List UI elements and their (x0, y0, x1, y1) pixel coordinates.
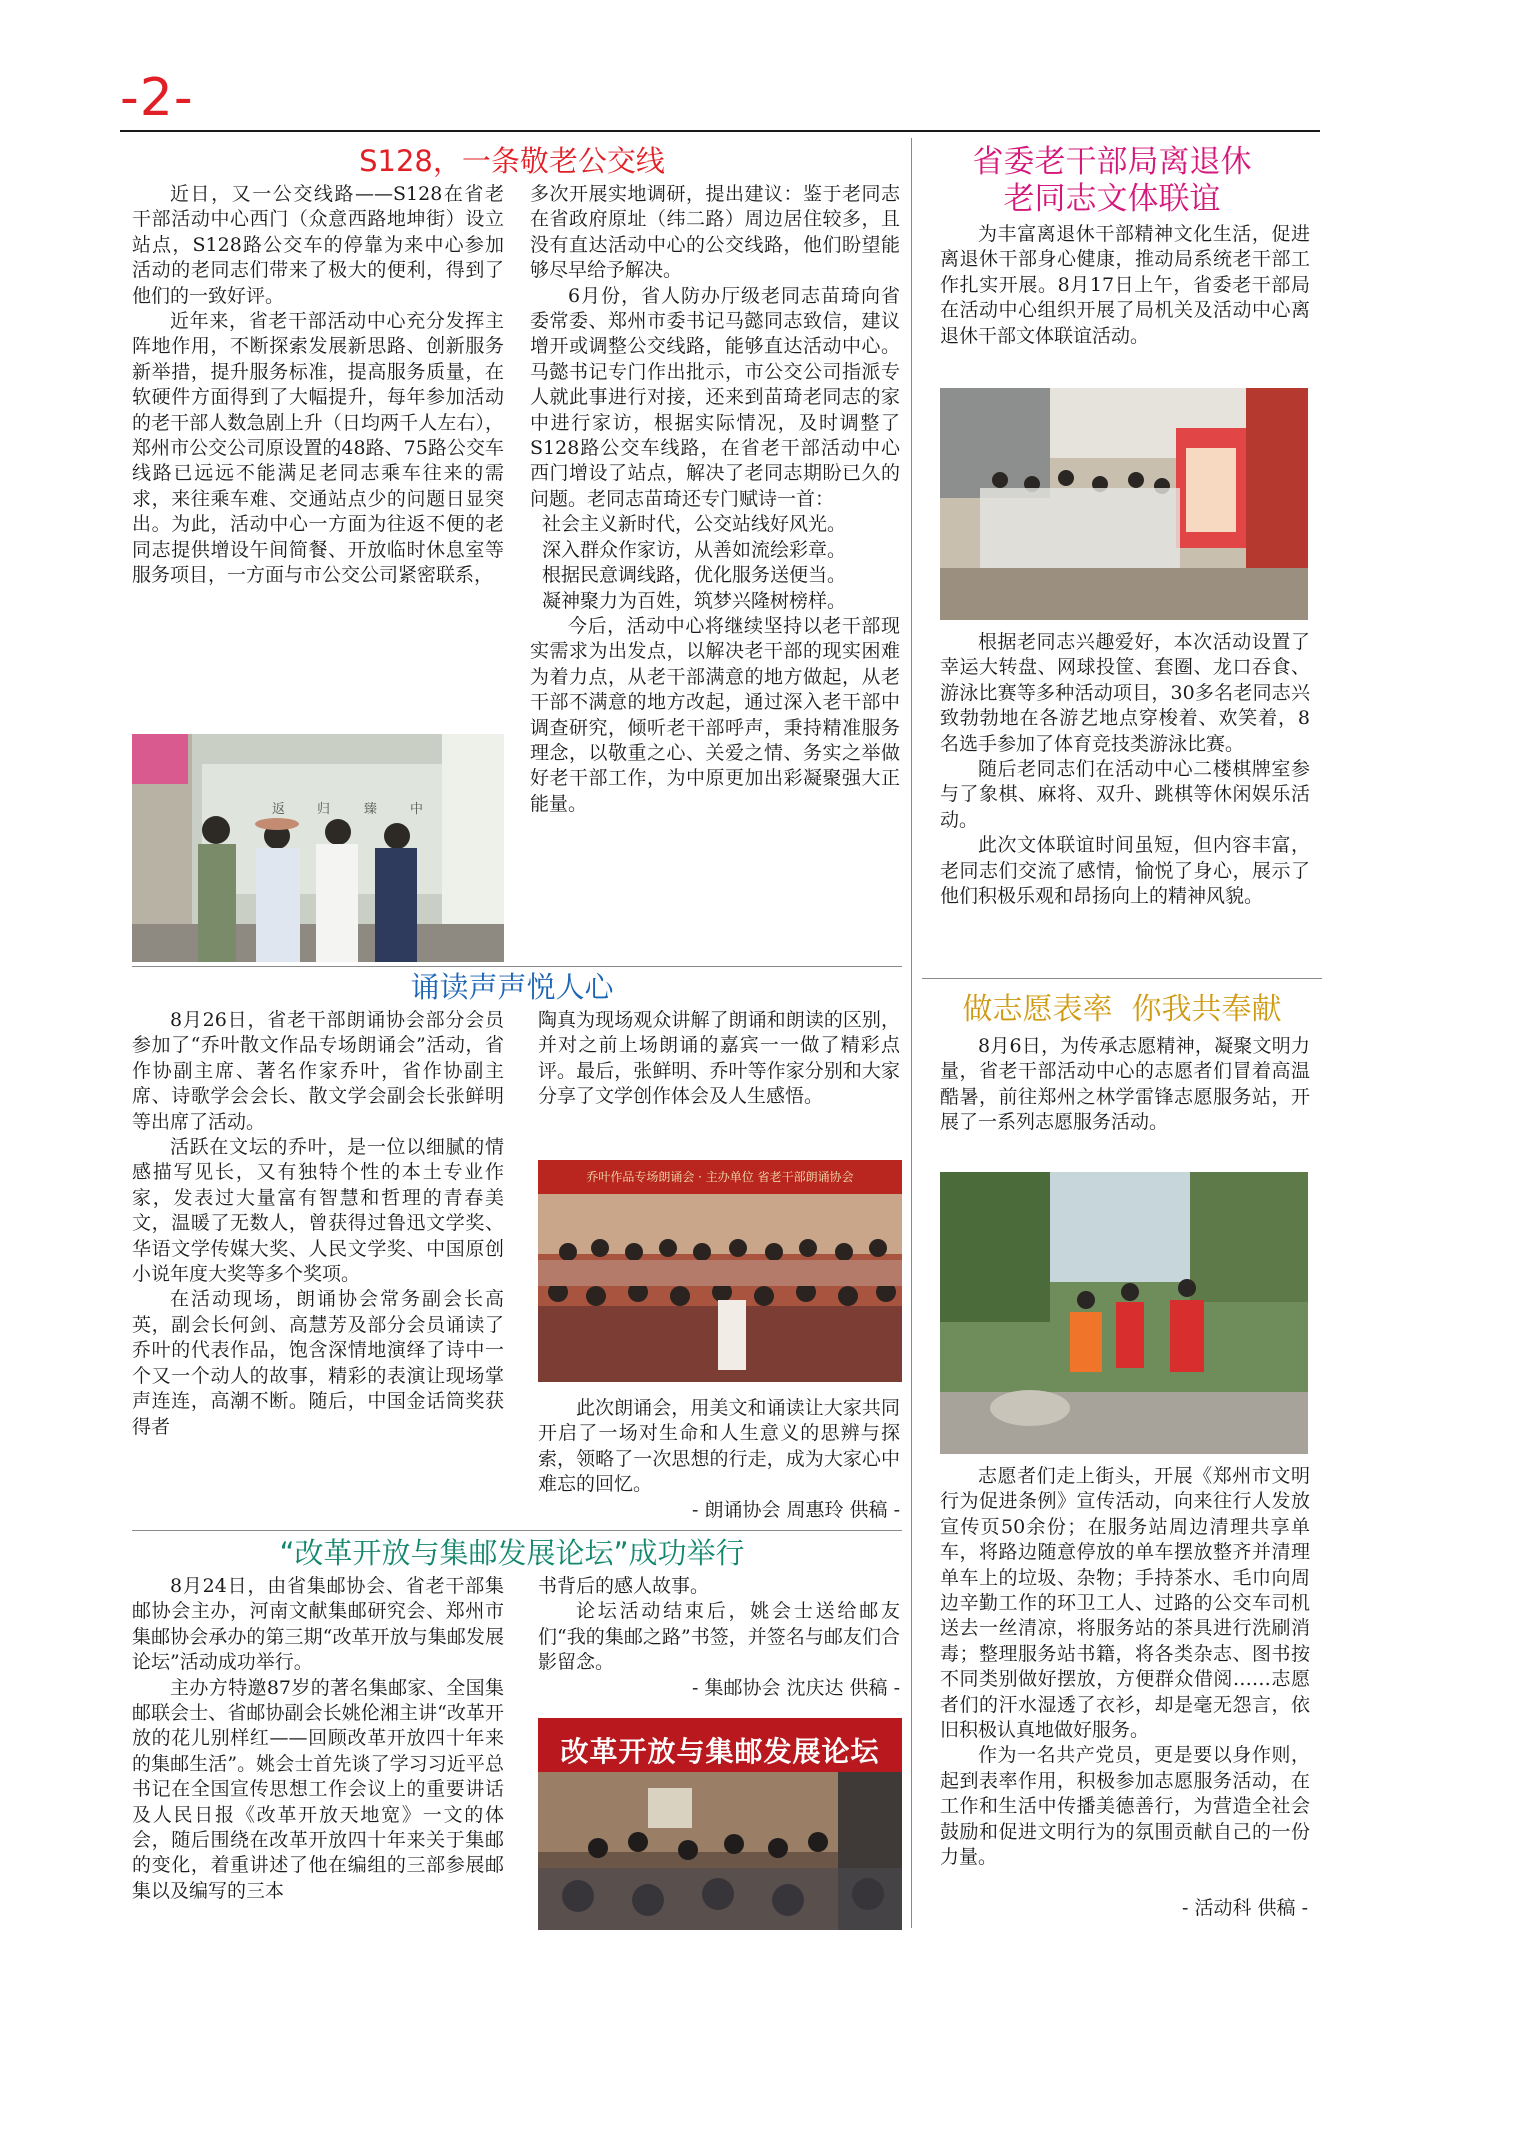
article-volunteer-body (940, 1464, 1310, 1871)
photo-recital-group (538, 1160, 902, 1382)
paragraph: 陶真为现场观众讲解了朗诵和朗读的区别，并对之前上场朗诵的嘉宾一一做了精彩点评。最后，张鲜明、乔叶等作家分别和大家分享了文学创作体会及人生感悟。 (538, 1009, 900, 1108)
paragraph: 此次文体联谊时间虽短，但内容丰富，老同志们交流了感情，愉悦了身心，展示了他们积极乐观和昂扬向上的精神风貌。 (940, 834, 1310, 908)
article-title-volunteer: 做志愿表率 你我共奉献 (962, 992, 1282, 1027)
paragraph: 8月24日，由省集邮协会、省老干部集邮协会主办，河南文献集邮研究会、郑州市集邮协会承办的第三期“改革开放与集邮发展论坛”活动成功举行。 (132, 1575, 504, 1674)
header-rule (120, 130, 1320, 132)
photo-sign-char: 归 (317, 802, 331, 817)
article-s128-column-2 (530, 182, 900, 817)
photo-retirees-games (940, 388, 1308, 620)
title-line: 省委老干部局离退休 (972, 144, 1252, 180)
article-title-stamp-forum: “改革开放与集邮发展论坛”成功举行 (279, 1536, 745, 1570)
photo-sign-char: 中 (410, 802, 424, 817)
photo-s128-group (132, 734, 504, 962)
paragraph: 近日，又一公交线路——S128在省老干部活动中心西门（众意西路地坤街）设立站点，S128路公交车的停靠为来中心参加活动的老同志们带来了极大的便利，得到了他们的一致好评。 (132, 183, 504, 307)
paragraph: 多次开展实地调研，提出建议：鉴于老同志在省政府原址（纬二路）周边居住较多，且没有直达活动中心的公交线路，他们盼望能够尽早给予解决。 (530, 183, 900, 282)
poem-line: 社会主义新时代，公交站线好风光。 (542, 513, 847, 536)
article-title-s128: S128，一条敬老公交线 (359, 144, 665, 178)
paragraph: 近年来，省老干部活动中心充分发挥主阵地作用，不断探索发展新思路、创新服务新举措，提升服务标准，提高服务质量，在软硬件方面得到了大幅提升，每年参加活动的老干部人数急剧上升（日均两千人左右），郑州市公交公司原设置的48路、75路公交车线路已远远不能满足老同志乘车往来的需求，来往乘车难、交通站点少的问题日显突出。为此，活动中心一方面为往返不便的老同志提供增设午间简餐、开放临时休息室等服务项目，一方面与市公交公司紧密联系， (132, 310, 504, 587)
article-recital-column-2-end (538, 1396, 900, 1498)
photo-banner-text: 乔叶作品专场朗诵会 · 主办单位 省老干部朗诵协会 (586, 1170, 854, 1184)
section-divider (922, 978, 1322, 979)
article-retirees-intro (940, 222, 1310, 349)
poem-line: 凝神聚力为百姓，筑梦兴隆树榜样。 (542, 589, 847, 612)
column-divider (911, 138, 912, 1928)
article-retirees-body (940, 630, 1310, 909)
article-title-retirees-event (922, 144, 1302, 218)
photo-volunteers (940, 1172, 1308, 1454)
paragraph: 为丰富离退休干部精神文化生活，促进离退休干部身心健康，推动局系统老干部工作扎实开展。8月17日上午，省委老干部局在活动中心组织开展了局机关及活动中心离退休干部文体联谊活动。 (940, 223, 1310, 347)
paragraph: 根据老同志兴趣爱好，本次活动设置了幸运大转盘、网球投筐、套圈、龙口吞食、游泳比赛等多种活动项目，30多名老同志兴致勃勃地在各游艺地点穿梭着、欢笑着，8名选手参加了体育竞技类游泳比赛。 (940, 631, 1310, 755)
section-divider (132, 966, 902, 967)
article-recital-column-1 (132, 1008, 504, 1440)
signature-volunteer: - 活动科 供稿 - (1182, 1897, 1308, 1919)
article-stamp-column-1 (132, 1574, 504, 1904)
article-recital-column-2 (538, 1008, 900, 1110)
paragraph: 6月份，省人防办厅级老同志苗琦向省委常委、郑州市委书记马懿同志致信，建议增开或调整公交线路，能够直达活动中心。马懿书记专门作出批示，市公交公司指派专人就此事进行对接，还来到苗琦老同志的家中进行家访，根据实际情况，及时调整了S128路公交车线路，在省老干部活动中心西门增设了站点，解决了老同志期盼已久的问题。老同志苗琦还专门赋诗一首： (530, 284, 900, 510)
paragraph: 活跃在文坛的乔叶，是一位以细腻的情感描写见长，又有独特个性的本土专业作家，发表过大量富有智慧和哲理的青春美文，温暖了无数人，曾获得过鲁迅文学奖、华语文学传媒大奖、人民文学奖、中国原创小说年度大奖等多个奖项。 (132, 1136, 504, 1286)
section-divider (132, 1530, 902, 1531)
paragraph: 主办方特邀87岁的著名集邮家、全国集邮联会士、省邮协副会长姚伦湘主讲“改革开放的花儿别样红——回顾改革开放四十年来的集邮生活”。姚会士首先谈了学习习近平总书记在全国宣传思想工作会议上的重要讲话及人民日报《改革开放天地宽》一文的体会，随后围绕在改革开放四十年来关于集邮的变化，着重讲述了他在编组的三部参展邮集以及编写的三本 (132, 1676, 504, 1902)
page-number: -2- (120, 68, 194, 128)
paragraph: 作为一名共产党员，更是要以身作则，起到表率作用，积极参加志愿服务活动，在工作和生活中传播美德善行，为营造全社会鼓励和促进文明行为的氛围贡献自己的一份力量。 (940, 1744, 1310, 1869)
paragraph: 志愿者们走上街头，开展《郑州市文明行为促进条例》宣传活动，向来往行人发放宣传页50余份；在服务站周边清理共享单车，将路边随意停放的单车摆放整齐并清理单车上的垃圾、杂物；手持茶水、毛巾向周边辛勤工作的环卫工人、过路的公交车司机送去一丝清凉，将服务站的茶具进行洗刷消毒；整理服务站书籍，将各类杂志、图书按不同类别做好摆放，方便群众借阅……志愿者们的汗水湿透了衣衫，却是毫无怨言，依旧积极认真地做好服务。 (940, 1465, 1310, 1742)
article-stamp-column-2 (538, 1574, 900, 1676)
paragraph: 8月26日，省老干部朗诵协会部分会员参加了“乔叶散文作品专场朗诵会”活动，省作协副主席、著名作家乔叶，省作协副主席、诗歌学会会长、散文学会副会长张鲜明等出席了活动。 (132, 1009, 504, 1133)
paragraph: 此次朗诵会，用美文和诵读让大家共同开启了一场对生命和人生意义的思辨与探索，领略了一次思想的行走，成为大家心中难忘的回忆。 (538, 1397, 900, 1496)
poem-line: 深入群众作家访，从善如流绘彩章。 (542, 538, 847, 561)
poem-line: 根据民意调线路，优化服务送便当。 (542, 564, 847, 587)
photo-stamp-forum (538, 1718, 902, 1930)
article-s128-column-1 (132, 182, 504, 589)
paragraph: 书背后的感人故事。 (538, 1575, 710, 1597)
photo-sign-char: 臻 (364, 802, 378, 817)
paragraph: 论坛活动结束后，姚会士送给邮友们“我的集邮之路”书签，并签名与邮友们合影留念。 (538, 1600, 900, 1674)
paragraph: 8月6日，为传承志愿精神，凝聚文明力量，省老干部活动中心的志愿者们冒着高温酷暑，前往郑州之林学雷锋志愿服务站，开展了一系列志愿服务活动。 (940, 1035, 1310, 1134)
article-title-recital: 诵读声声悦人心 (410, 970, 614, 1004)
signature-stamp-forum: - 集邮协会 沈庆达 供稿 - (692, 1677, 900, 1699)
signature-recital: - 朗诵协会 周惠玲 供稿 - (692, 1499, 900, 1521)
photo-sign-char: 返 (272, 802, 286, 817)
paragraph: 随后老同志们在活动中心二楼棋牌室参与了象棋、麻将、双升、跳棋等休闲娱乐活动。 (940, 758, 1310, 831)
paragraph: 今后，活动中心将继续坚持以老干部现实需求为出发点，以解决老干部的现实困难为着力点，从老干部满意的地方做起，从老干部不满意的地方改起，通过深入老干部中调查研究，倾听老干部呼声，秉持精准服务理念，以敬重之心、关爱之情、务实之举做好老干部工作，为中原更加出彩凝聚强大正能量。 (530, 614, 900, 815)
article-volunteer-intro (940, 1034, 1310, 1136)
title-line: 老同志文体联谊 (1003, 181, 1221, 218)
paragraph: 在活动现场，朗诵协会常务副会长高英，副会长何剑、高慧芳及部分会员诵读了乔叶的代表作品，饱含深情地演绎了诗中一个又一个动人的故事，精彩的表演让现场掌声连连，高潮不断。随后，中国金话筒奖获得者 (132, 1288, 504, 1438)
photo-banner-text: 改革开放与集邮发展论坛 (560, 1735, 880, 1768)
